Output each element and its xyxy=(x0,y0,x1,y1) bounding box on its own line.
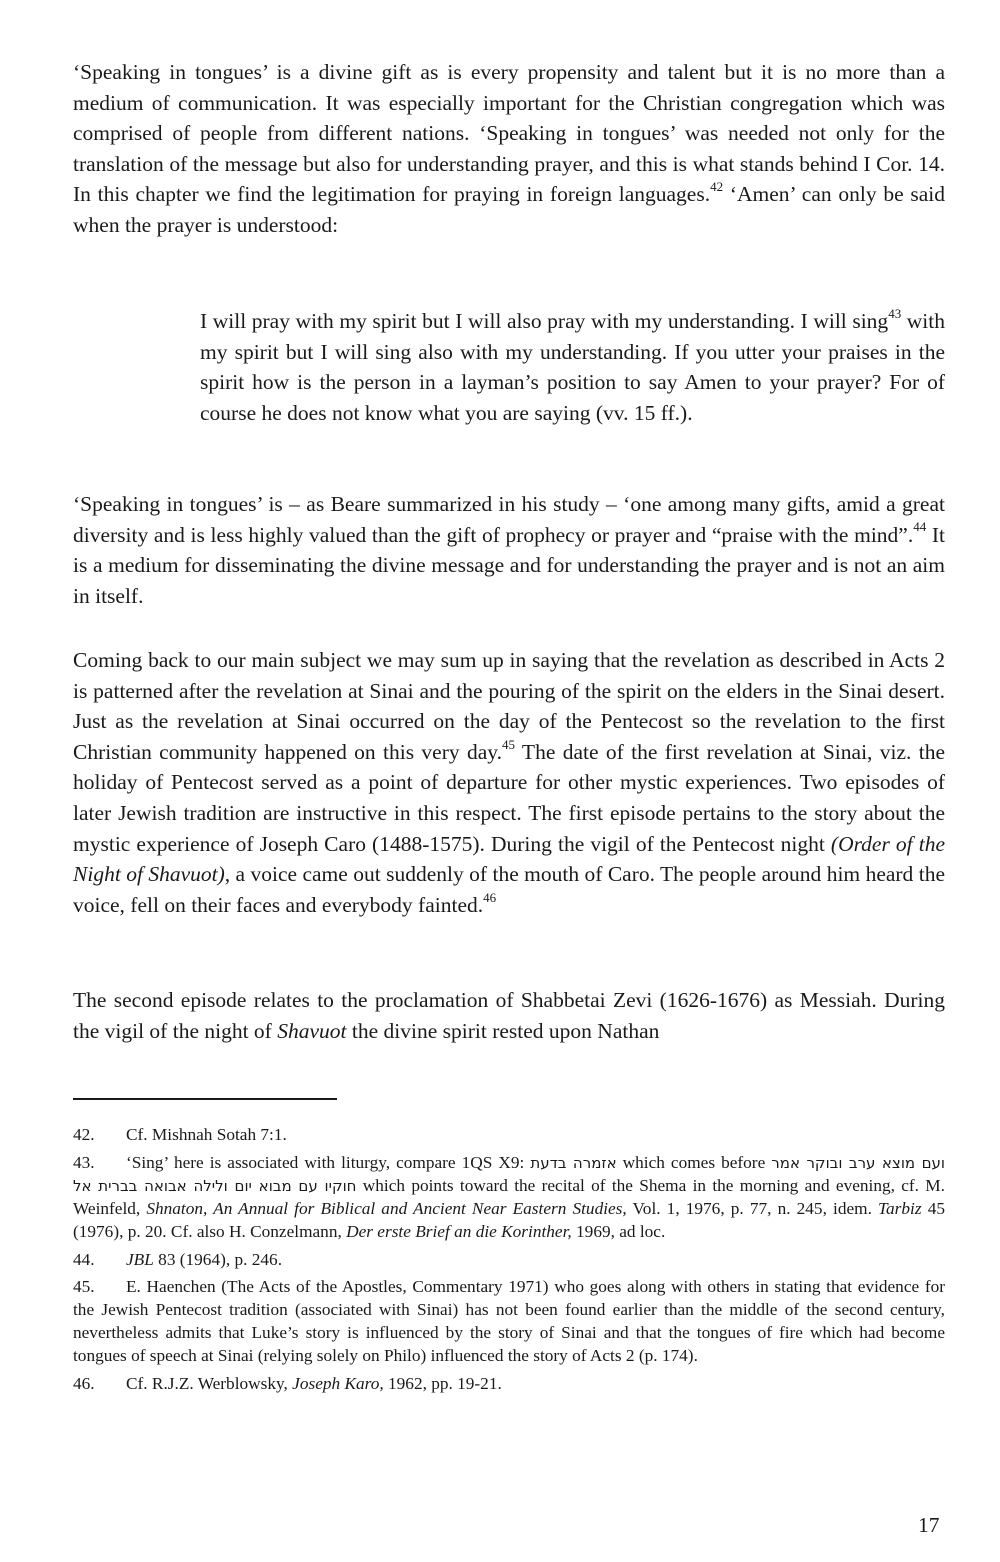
footnote-italic: Tarbiz xyxy=(878,1198,922,1218)
paragraph-2-text: ‘Speaking in tongues’ is – as Beare summarized in his study – ‘one among many gifts, amid a great diversity and is less highly valued than the gift of prophecy or prayer and “praise with the mind”. xyxy=(73,492,945,547)
footnote-text: ‘Sing’ here is associated with liturgy, compare 1QS X9: xyxy=(126,1152,525,1172)
footnote-number: 42. xyxy=(73,1125,95,1144)
footnote-text: 1962, pp. 19-21. xyxy=(388,1374,502,1394)
footnote-number: 43. xyxy=(73,1152,95,1172)
hebrew-quote: ועם מוצא ערב ובוקר אמר חוקיו עם מבוא יום ולילה אבואה בברית אל xyxy=(73,1153,946,1195)
footnote-number: 45. xyxy=(73,1277,95,1297)
paragraph-4-text: The second episode relates to the proclamation of Shabbetai Zevi (1626-1676) as Messiah. During the vigil of the night of xyxy=(73,988,945,1043)
page-number: 17 xyxy=(918,1513,940,1537)
footnote-45 xyxy=(73,1276,945,1368)
footnote-text: 45 (1976), p. 20. Cf. also H. Conzelmann, xyxy=(73,1198,945,1241)
footnote-text: Vol. 1, 1976, p. 77, n. 245, idem. xyxy=(632,1198,872,1218)
footnote-italic: Shnaton, An Annual for Biblical and Ancient Near Eastern Studies, xyxy=(146,1198,627,1218)
footnote-46 xyxy=(73,1373,945,1396)
footnotes xyxy=(73,1124,945,1401)
paragraph-1 xyxy=(73,57,945,241)
paragraph-2-text-end: It is a medium for disseminating the divine message and for understanding the prayer and is not an aim in itself. xyxy=(73,522,945,608)
paragraph-3 xyxy=(73,645,945,920)
quote-text-end: with my spirit but I will sing also with my understanding. If you utter your praises in the spirit how is the person in a layman’s position to say Amen to your prayer? For of course he does not know what you are saying (vv. 15 ff.). xyxy=(200,309,945,425)
paragraph-2 xyxy=(73,489,945,611)
footnote-ref-45[interactable]: 45 xyxy=(501,736,515,752)
paragraph-3-text: Coming back to our main subject we may sum up in saying that the revelation as described in Acts 2 is patterned after the revelation at Sinai and the pouring of the spirit on the elders in the Sinai desert. Just as the revelation at Sinai occurred on the day of the Pentecost so the revelation to the first Christian community happened on this very day. xyxy=(73,648,945,764)
footnote-divider xyxy=(73,1098,337,1100)
paragraph-1-text: ‘Speaking in tongues’ is a divine gift as is every propensity and talent but it is no more than a medium of communication. It was especially important for the Christian congregation which was comprised of people from different nations. ‘Speaking in tongues’ was needed not only for the translation of the message but also for understanding prayer, and this is what stands behind I Cor. 14. In this chapter we find the legitimation for praying in foreign languages. xyxy=(73,60,945,207)
footnote-text: which points toward the recital of the Shema in the morning and evening, cf. M. Weinfeld, xyxy=(73,1175,945,1218)
footnote-43 xyxy=(73,1152,945,1244)
footnote-ref-44[interactable]: 44 xyxy=(913,519,927,535)
paragraph-1-text-end: ‘Amen’ can only be said when the prayer is understood: xyxy=(73,182,945,237)
footnote-italic: Joseph Karo, xyxy=(292,1374,384,1394)
footnote-text: Cf. R.J.Z. Werblowsky, xyxy=(126,1374,288,1394)
footnote-42 xyxy=(73,1124,945,1147)
paragraph-4-text-end: the divine spirit rested upon Nathan xyxy=(346,1018,660,1043)
footnote-number: 44. xyxy=(73,1249,95,1269)
footnote-text: E. Haenchen (The Acts of the Apostles, Commentary 1971) who goes along with others in stating that evidence for the Jewish Pentecost tradition (associated with Sinai) has not been found earlier than the middle of the second century, nevertheless admits that Luke’s story is influenced by the story of Sinai and that the tongues of fire which had become tongues of speech at Sinai (relying solely on Philo) influenced the story of Acts 2 (p. 174). xyxy=(73,1277,945,1366)
paragraph-3-text-mid: The date of the first revelation at Sinai, viz. the holiday of Pentecost served as a point of departure for other mystic experiences. Two episodes of later Jewish tradition are instructive in this respect. The first episode pertains to the story about the mystic experience of Joseph Caro (1488-1575). During the vigil of the Pentecost night xyxy=(73,739,946,856)
paragraph-4 xyxy=(73,985,945,1046)
footnote-ref-43[interactable]: 43 xyxy=(888,305,902,321)
footnote-ref-46[interactable]: 46 xyxy=(483,889,497,905)
footnote-italic: Der erste Brief an die Korinther, xyxy=(346,1221,572,1241)
paragraph-3-italic: (Order of the Night of Shavuot) xyxy=(73,831,945,887)
footnote-italic: JBL xyxy=(126,1249,154,1269)
footnote-ref-42[interactable]: 42 xyxy=(710,179,724,195)
paragraph-4-italic: Shavuot xyxy=(277,1018,347,1043)
footnote-text: which comes before xyxy=(622,1152,766,1172)
footnote-number: 46. xyxy=(73,1374,95,1394)
block-quote xyxy=(200,306,945,428)
paragraph-3-text-end: , a voice came out suddenly of the mouth of Caro. The people around him heard the voice, fell on their faces and everybody fainted. xyxy=(73,862,945,917)
footnote-44 xyxy=(73,1249,945,1272)
hebrew-quote: אזמרה בדעת xyxy=(530,1153,617,1172)
footnote-text: Cf. Mishnah Sotah 7:1. xyxy=(126,1125,287,1144)
quote-text: I will pray with my spirit but I will also pray with my understanding. I will sing xyxy=(200,309,889,333)
footnote-text: 83 (1964), p. 246. xyxy=(158,1249,283,1269)
footnote-text: 1969, ad loc. xyxy=(576,1221,666,1241)
